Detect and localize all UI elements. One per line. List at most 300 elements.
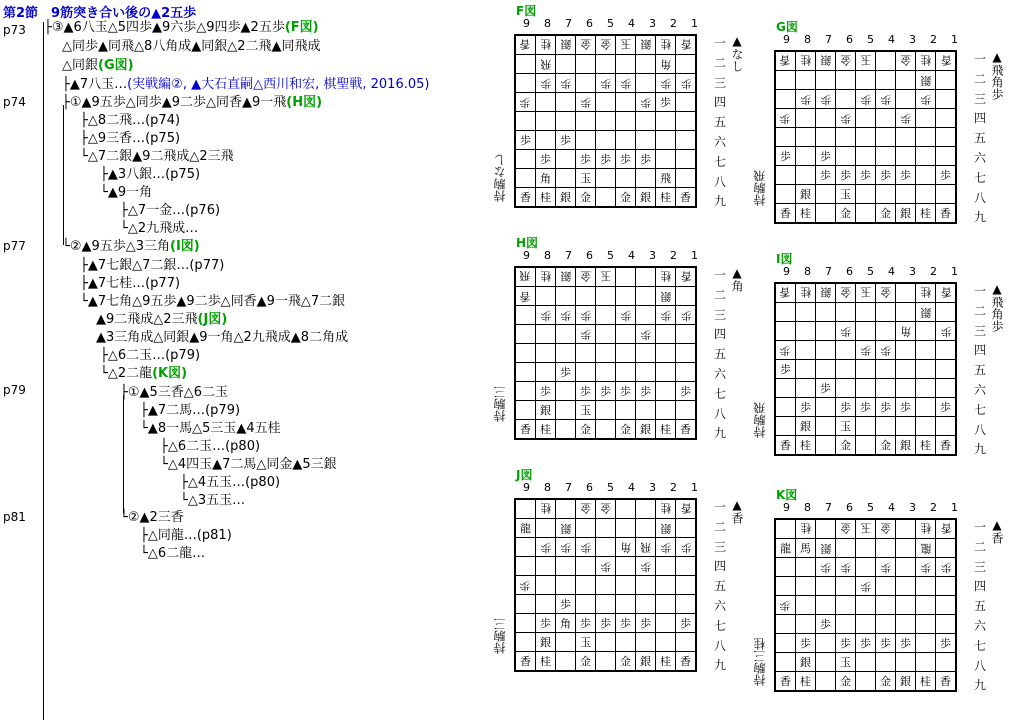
tree-line: ▲9二飛成△2三飛(J図) [96, 312, 228, 327]
board-square [876, 109, 896, 128]
board-square: 歩 [576, 93, 596, 112]
board-square [556, 287, 576, 306]
board-square: 歩 [876, 90, 896, 109]
column-label: 3 [909, 501, 916, 514]
board-square [856, 417, 876, 436]
tree-line: ├△8二飛…(p74) [80, 113, 181, 128]
board-square [656, 595, 676, 614]
board-square: 桂 [916, 204, 936, 224]
row-label: 三 [714, 75, 727, 90]
board-square [856, 128, 876, 147]
board-square [556, 169, 576, 188]
board-square: 歩 [836, 398, 856, 417]
diagram-title: I図 [776, 252, 793, 266]
board-square [916, 360, 936, 379]
board-square [576, 595, 596, 614]
board-square: 歩 [856, 634, 876, 653]
board-square: 歩 [936, 322, 957, 341]
column-label: 8 [804, 265, 811, 278]
row-label: 八 [974, 658, 987, 673]
row-label: 三 [974, 323, 987, 338]
board-square [856, 109, 876, 128]
column-label: 9 [783, 265, 790, 278]
board-square [656, 344, 676, 363]
board-square [775, 303, 796, 322]
board-square: 金 [836, 436, 856, 456]
column-labels [776, 501, 965, 514]
board-square: 歩 [536, 614, 556, 633]
board-square [876, 577, 896, 596]
board-square: 歩 [916, 558, 936, 577]
board-square: 歩 [616, 614, 636, 633]
board-square: 金 [576, 267, 596, 287]
board-square: 歩 [856, 577, 876, 596]
board-square: 香 [936, 519, 957, 539]
column-label: 1 [951, 265, 958, 278]
board-square [596, 576, 616, 595]
board-square [656, 576, 676, 595]
board-square: 角 [896, 322, 916, 341]
board-square [816, 322, 836, 341]
board-square: 玉 [596, 267, 616, 287]
board-square [816, 596, 836, 615]
board-square: 金 [576, 499, 596, 519]
column-label: 2 [670, 481, 677, 494]
board-square: 桂 [536, 188, 556, 208]
tree-line: ├①▲5三香△6二玉 [120, 385, 229, 400]
board-square: 桂 [796, 672, 816, 692]
board-square [656, 633, 676, 652]
tree-line: ├△7一金…(p76) [120, 203, 221, 218]
row-label: 九 [974, 442, 987, 457]
board-square [775, 417, 796, 436]
board-square [936, 615, 957, 634]
board-square [896, 615, 916, 634]
board-square: 銀 [796, 653, 816, 672]
board-square: 歩 [676, 382, 697, 401]
page-ref: p77 [3, 239, 26, 253]
board-square: 銀 [536, 401, 556, 420]
board-square [856, 303, 876, 322]
board-square: 玉 [856, 519, 876, 539]
board-square: 歩 [636, 557, 656, 576]
board-square [916, 596, 936, 615]
board-square: 銀 [556, 267, 576, 287]
board-square: 歩 [916, 90, 936, 109]
board-square: 歩 [856, 166, 876, 185]
board-square [836, 615, 856, 634]
board-square [896, 185, 916, 204]
board-square: 角 [536, 169, 556, 188]
board-square: 歩 [576, 150, 596, 169]
board-square [636, 519, 656, 538]
column-label: 2 [670, 249, 677, 262]
board-square [676, 131, 697, 150]
gote-hand: 持駒三桂 [753, 638, 767, 686]
board-square: 銀 [556, 188, 576, 208]
chapter-title: 第2節 9筋突き合い後の▲2五歩 [3, 6, 197, 21]
board-square [836, 90, 856, 109]
board-square [896, 539, 916, 558]
board-square: 歩 [616, 382, 636, 401]
board-square: 金 [616, 652, 636, 672]
board-square: 金 [596, 499, 616, 519]
board-square: 銀 [636, 420, 656, 440]
board-square: 歩 [576, 325, 596, 344]
board-square: 歩 [596, 382, 616, 401]
board-square [836, 71, 856, 90]
board-square: 桂 [916, 519, 936, 539]
tree-line: △同歩▲同飛△8八角成▲同銀△2二飛▲同飛成 [62, 39, 321, 54]
board-square [936, 341, 957, 360]
board-square [676, 325, 697, 344]
board-square [556, 55, 576, 74]
board-square: 金 [836, 51, 856, 71]
board-square [775, 398, 796, 417]
board-square: 歩 [676, 614, 697, 633]
tree-line: ├▲7七桂…(p77) [80, 276, 181, 291]
sente-hand: ▲香 [990, 518, 1004, 544]
board-square [896, 519, 916, 539]
board-square [656, 325, 676, 344]
column-label: 2 [670, 17, 677, 30]
board-square [556, 93, 576, 112]
board-square [836, 539, 856, 558]
board-square [596, 401, 616, 420]
row-label: 七 [714, 618, 727, 633]
board-square [636, 55, 656, 74]
board-square [676, 55, 697, 74]
board-square [916, 379, 936, 398]
board-square: 桂 [656, 35, 676, 55]
board-square: 歩 [656, 538, 676, 557]
board-square [616, 401, 636, 420]
column-label: 1 [691, 249, 698, 262]
row-label: 二 [714, 287, 727, 302]
tree-line: ├▲3八銀…(p75) [100, 167, 201, 182]
board-square [556, 382, 576, 401]
board-square: 歩 [556, 306, 576, 325]
board-square: 歩 [936, 166, 957, 185]
board-square: 角 [616, 538, 636, 557]
row-label: 七 [974, 638, 987, 653]
gote-hand: 持駒三 [493, 618, 507, 654]
column-label: 1 [691, 481, 698, 494]
board-square [836, 341, 856, 360]
board-square [896, 558, 916, 577]
board-square [596, 287, 616, 306]
board-square: 銀 [916, 303, 936, 322]
board-square: 玉 [836, 653, 856, 672]
board-square [636, 169, 656, 188]
board-square [916, 615, 936, 634]
board-square: 歩 [876, 558, 896, 577]
row-label: 五 [714, 347, 727, 362]
column-label: 4 [628, 481, 635, 494]
board-square [775, 166, 796, 185]
board-square [936, 379, 957, 398]
board-square [636, 131, 656, 150]
board-square [515, 325, 536, 344]
tree-line: ├▲7七銀△7二銀…(p77) [80, 258, 225, 273]
board-square [816, 519, 836, 539]
board-square: 歩 [616, 74, 636, 93]
row-label: 四 [714, 559, 727, 574]
board-square [775, 615, 796, 634]
board-square: 桂 [536, 267, 556, 287]
board-square [636, 74, 656, 93]
board-square [596, 519, 616, 538]
column-label: 9 [523, 481, 530, 494]
board-square [536, 344, 556, 363]
board-square [916, 341, 936, 360]
board-square [596, 633, 616, 652]
row-label: 六 [974, 150, 987, 165]
board-square [576, 287, 596, 306]
board-square [656, 401, 676, 420]
row-label: 六 [714, 366, 727, 381]
board-square: 歩 [556, 131, 576, 150]
board-square [616, 287, 636, 306]
board-square: 歩 [896, 109, 916, 128]
board-square: 銀 [636, 652, 656, 672]
board-square [616, 169, 636, 188]
board-square: 銀 [656, 287, 676, 306]
board-square [796, 322, 816, 341]
board-square [896, 90, 916, 109]
row-label: 四 [974, 111, 987, 126]
board-square [556, 499, 576, 519]
tree-line: └△3五玉… [180, 493, 246, 508]
board-square [876, 360, 896, 379]
column-label: 5 [607, 249, 614, 262]
board-square [796, 71, 816, 90]
row-label: 四 [714, 327, 727, 342]
board-square: 銀 [896, 672, 916, 692]
row-label: 七 [974, 402, 987, 417]
board-square: 歩 [576, 614, 596, 633]
board-square: 金 [616, 420, 636, 440]
board-square [636, 401, 656, 420]
board-square: 香 [676, 420, 697, 440]
board-square: 歩 [936, 634, 957, 653]
tree-line: └△7二銀▲9二飛成△2三飛 [80, 149, 234, 164]
column-label: 7 [565, 17, 572, 30]
row-labels [974, 50, 986, 228]
board-square [515, 633, 536, 652]
board-square [636, 344, 656, 363]
board-square [676, 557, 697, 576]
board-square [616, 557, 636, 576]
board-square [515, 74, 536, 93]
board-square [796, 558, 816, 577]
board-square: 香 [676, 35, 697, 55]
board-square [876, 596, 896, 615]
board-square: 香 [775, 51, 796, 71]
board-square: 歩 [896, 398, 916, 417]
board-square [816, 634, 836, 653]
board-square [876, 417, 896, 436]
board-square: 歩 [556, 595, 576, 614]
board-square [816, 303, 836, 322]
board-square [596, 306, 616, 325]
board-square: 桂 [656, 420, 676, 440]
board-square [796, 147, 816, 166]
board-square [936, 596, 957, 615]
page-ref: p79 [3, 383, 26, 397]
board-square: 銀 [636, 188, 656, 208]
board-square [876, 322, 896, 341]
board-square: 飛 [636, 538, 656, 557]
board-square: 歩 [876, 398, 896, 417]
board-square: 龍 [916, 539, 936, 558]
board-square: 龍 [775, 539, 796, 558]
board-square [556, 420, 576, 440]
tree-line: └△2二龍(K図) [100, 366, 188, 381]
tree-line: └△6二龍… [140, 546, 206, 561]
board-square [916, 634, 936, 653]
board-square: 金 [836, 283, 856, 303]
board-square: 玉 [836, 417, 856, 436]
gote-hand: 持駒飛 [753, 170, 767, 206]
board-square: 桂 [656, 188, 676, 208]
board-square [916, 147, 936, 166]
column-label: 3 [649, 17, 656, 30]
board-square [676, 401, 697, 420]
board-square [656, 382, 676, 401]
board-square [796, 128, 816, 147]
board-square [676, 169, 697, 188]
board-square [856, 615, 876, 634]
row-labels [714, 34, 726, 212]
board-square [576, 112, 596, 131]
board-square [636, 499, 656, 519]
column-label: 8 [804, 501, 811, 514]
row-label: 一 [974, 284, 987, 298]
board-square [576, 557, 596, 576]
column-label: 1 [691, 17, 698, 30]
board-square [515, 55, 536, 74]
board-square [856, 596, 876, 615]
board-square: 銀 [896, 436, 916, 456]
board-square [876, 71, 896, 90]
board-square [816, 128, 836, 147]
board-square [616, 595, 636, 614]
board-square: 玉 [616, 35, 636, 55]
shogi-board [774, 50, 957, 224]
board-square: 歩 [816, 615, 836, 634]
board-square [775, 519, 796, 539]
board-square [916, 185, 936, 204]
board-square: 飛 [536, 55, 556, 74]
column-label: 4 [628, 17, 635, 30]
diagram-title: G図 [776, 20, 798, 34]
board-square [836, 360, 856, 379]
board-square: 桂 [796, 204, 816, 224]
board-square: 歩 [536, 150, 556, 169]
board-square: 歩 [556, 363, 576, 382]
board-square [576, 519, 596, 538]
board-square [936, 360, 957, 379]
board-square [816, 398, 836, 417]
board-square [556, 150, 576, 169]
board-square [636, 576, 656, 595]
board-square: 桂 [656, 652, 676, 672]
board-square [616, 633, 636, 652]
board-square: 香 [775, 283, 796, 303]
board-square [876, 653, 896, 672]
board-square: 歩 [856, 341, 876, 360]
board-square [796, 577, 816, 596]
board-square [515, 614, 536, 633]
board-square: 歩 [596, 557, 616, 576]
board-square: 歩 [936, 558, 957, 577]
board-square [896, 653, 916, 672]
column-label: 9 [783, 33, 790, 46]
board-square [856, 653, 876, 672]
board-square [616, 131, 636, 150]
board-square [656, 150, 676, 169]
column-labels [776, 265, 965, 278]
board-square [515, 150, 536, 169]
page-ref: p81 [3, 510, 26, 524]
column-label: 1 [951, 501, 958, 514]
column-label: 2 [930, 501, 937, 514]
row-label: 三 [714, 307, 727, 322]
board-square [936, 71, 957, 90]
column-labels [516, 17, 705, 30]
board-square [816, 204, 836, 224]
board-square [916, 417, 936, 436]
shogi-board [774, 282, 957, 456]
tree-line: ├①▲9五歩△同歩▲9二歩△同香▲9一飛(H図) [62, 95, 323, 110]
board-square [596, 595, 616, 614]
board-square [836, 379, 856, 398]
board-square: 歩 [636, 614, 656, 633]
row-label: 二 [714, 519, 727, 534]
board-square [816, 653, 836, 672]
board-square [515, 382, 536, 401]
board-square: 歩 [576, 306, 596, 325]
board-square: 歩 [816, 166, 836, 185]
board-square [616, 363, 636, 382]
board-square: 歩 [836, 109, 856, 128]
column-label: 6 [586, 249, 593, 262]
sente-hand: ▲なし [730, 34, 744, 72]
board-square: 金 [876, 436, 896, 456]
board-square [556, 633, 576, 652]
row-label: 一 [714, 36, 727, 50]
column-label: 8 [544, 481, 551, 494]
diagram-title: K図 [776, 488, 798, 502]
board-square [916, 322, 936, 341]
column-label: 6 [846, 501, 853, 514]
board-square [916, 398, 936, 417]
board-square [676, 576, 697, 595]
board-square: 桂 [536, 420, 556, 440]
board-square: 香 [936, 436, 957, 456]
board-square [515, 538, 536, 557]
board-square: 歩 [636, 150, 656, 169]
board-square: 桂 [916, 51, 936, 71]
row-label: 四 [974, 343, 987, 358]
board-square [856, 558, 876, 577]
board-square [616, 112, 636, 131]
column-label: 3 [909, 265, 916, 278]
row-label: 四 [714, 95, 727, 110]
row-label: 七 [974, 170, 987, 185]
board-square: 歩 [536, 74, 556, 93]
